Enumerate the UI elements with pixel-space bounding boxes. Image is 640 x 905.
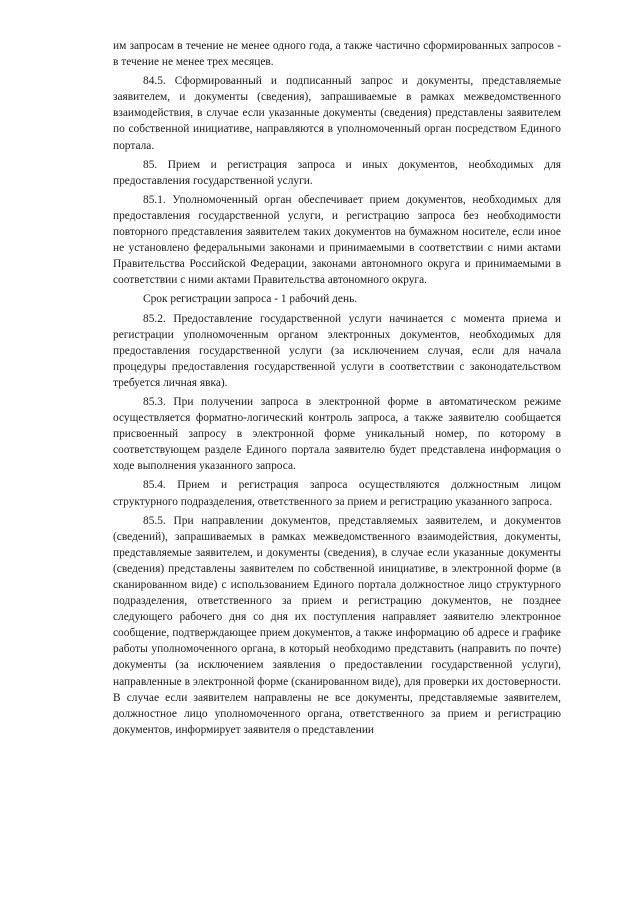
- paragraph-85-2: 85.2. Предоставление государственной услуги начинается с момента приема и регистрации уполномоченным органом электронных документов, необходимых для предоставления государственной услуги (за исключением случая, если для начала процедуры предоставления государственной услуги в соответствии с законодательством требуется личная явка).: [113, 312, 561, 389]
- document-page: [113, 38, 561, 741]
- paragraph-registration-term: Срок регистрации запроса - 1 рабочий день.: [143, 293, 358, 306]
- paragraph-85: 85. Прием и регистрация запроса и иных документов, необходимых для предоставления государственной услуги.: [113, 158, 561, 187]
- paragraph-84-5: 84.5. Сформированный и подписанный запрос и документы, представляемые заявителем, и документы (сведения), запрашиваемые в рамках межведомственного взаимодействия, в случае если указанные документы (сведения) представлены заявителем по собственной инициативе, направляются в уполномоченный орган посредством Единого портала.: [113, 75, 561, 152]
- paragraph-85-4: 85.4. Прием и регистрация запроса осуществляются должностным лицом структурного подразделения, ответственного за прием и регистрацию указанного запроса.: [113, 479, 561, 508]
- paragraph-85-5: 85.5. При направлении документов, представляемых заявителем, и документов (сведений), запрашиваемых в рамках межведомственного взаимодействия, документы, представляемые заявителем, и документы (сведения), в случае если указанные документы (сведения) представлены заявителем по собственной инициативе, в электронной форме (в сканированном виде) с использованием Единого портала должностное лицо структурного подразделения, ответственного за прием и регистрацию документов, не позднее следующего рабочего дня со дня их поступления направляет заявителю электронное сообщение, подтверждающее прием документов, а также информацию об адресе и графике работы уполномоченного органа, в который необходимо представить (направить по почте) документы (за исключением заявления о предоставлении государственной услуги), направленные в электронной форме (сканированном виде), для проверки их достоверности. В случае если заявителем направлены не все документы, представляемые заявителем, должностное лицо уполномоченного органа, ответственного за прием и регистрацию документов, информирует заявителя о представлении: [113, 514, 561, 736]
- paragraph-continuation: им запросам в течение не менее одного года, а также частично сформированных запросов - в течение не менее трех месяцев.: [113, 40, 561, 69]
- paragraph-85-3: 85.3. При получении запроса в электронной форме в автоматическом режиме осуществляется форматно-логический контроль запроса, а также заявителю сообщается присвоенный запросу в электронной форме уникальный номер, по которому в соответствующем разделе Единого портала заявителю будет представлена информация о ходе выполнения указанного запроса.: [113, 395, 561, 473]
- paragraph-85-1: 85.1. Уполномоченный орган обеспечивает прием документов, необходимых для предоставления государственной услуги, и регистрацию запроса без необходимости повторного представления заявителем таких документов на бумажном носителе, если иное не установлено федеральными законами и принимаемыми в соответствии с ними актами Правительства Российской Федерации, законами автономного округа и принимаемыми в соответствии с ними актами Правительства автономного округа.: [113, 193, 561, 287]
